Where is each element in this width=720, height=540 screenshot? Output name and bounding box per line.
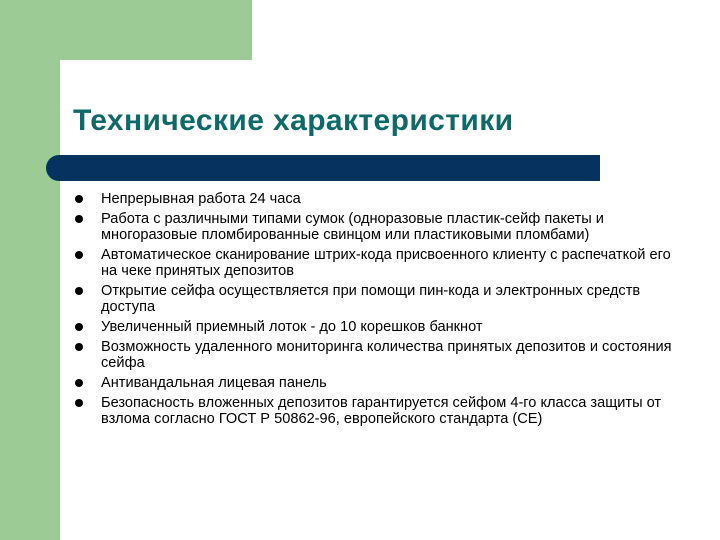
bullet-dot-icon [75,379,83,387]
bullet-item [74,319,674,335]
bullet-dot-icon [75,343,83,351]
bullet-dot-icon [75,287,83,295]
bullet-text: Открытие сейфа осуществляется при помощи пин-кода и электронных средств доступа [101,283,641,315]
bullet-dot-icon [75,399,83,407]
bullet-item [74,247,674,279]
bullet-dot-icon [75,323,83,331]
bullet-text: Безопасность вложенных депозитов гарантируется сейфом 4-го класса защиты от взлома согласно ГОСТ Р 50862-96, европейского стандарта (CE) [101,395,662,427]
bullet-item [74,375,674,391]
bullet-text: Увеличенный приемный лоток - до 10 корешков банкнот [101,319,483,335]
bullet-text: Возможность удаленного мониторинга количества принятых депозитов и состояния сейфа [101,339,672,371]
bullet-text: Работа с различными типами сумок (одноразовые пластик-сейф пакеты и многоразовые пломбированные свинцом или пластиковыми пломбами) [101,211,604,243]
bullet-dot-icon [75,251,83,259]
bullet-list [74,191,674,431]
bullet-dot-icon [75,195,83,203]
bullet-item [74,395,674,427]
bullet-dot-icon [75,215,83,223]
slide-title: Технические характеристики [73,104,514,137]
bullet-text: Автоматическое сканирование штрих-кода присвоенного клиенту с распечаткой его на чеке принятых депозитов [101,247,671,279]
bullet-text: Антивандальная лицевая панель [101,375,327,391]
title-underline-bar [46,155,600,181]
bullet-item [74,283,674,315]
bullet-text: Непрерывная работа 24 часа [101,191,301,207]
bullet-item [74,339,674,371]
left-green-strip [0,0,60,540]
bullet-item [74,191,674,207]
top-green-corner [0,0,252,60]
bullet-item [74,211,674,243]
content-corner-curve [60,60,100,100]
